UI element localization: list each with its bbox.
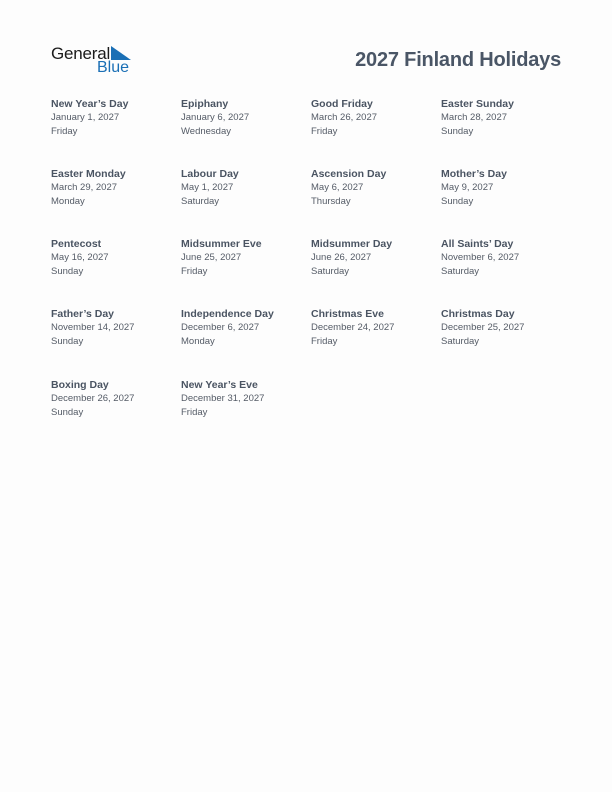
holiday-weekday: Friday — [311, 336, 338, 347]
holiday-entry — [441, 97, 571, 139]
holiday-date: January 6, 2027 — [181, 112, 250, 123]
holiday-entry — [441, 167, 571, 209]
holiday-name: New Year’s Eve — [181, 379, 258, 391]
holiday-weekday: Saturday — [181, 196, 220, 207]
holiday-weekday: Sunday — [441, 196, 474, 207]
holiday-name: All Saints’ Day — [441, 238, 514, 250]
logo-triangle-icon — [111, 46, 131, 60]
holiday-weekday: Friday — [181, 266, 208, 277]
holiday-date: May 16, 2027 — [51, 252, 109, 263]
holiday-date: November 6, 2027 — [441, 252, 520, 263]
holiday-weekday: Saturday — [311, 266, 350, 277]
holiday-date: May 6, 2027 — [311, 182, 364, 193]
holiday-name: Mother’s Day — [441, 168, 507, 180]
holiday-date: November 14, 2027 — [51, 322, 135, 333]
holiday-entry — [181, 378, 311, 420]
holiday-weekday: Sunday — [51, 336, 84, 347]
holiday-entry — [441, 237, 571, 279]
holiday-name: Epiphany — [181, 98, 229, 110]
holiday-weekday: Friday — [51, 126, 78, 137]
holiday-entry — [181, 307, 311, 349]
holiday-date: December 31, 2027 — [181, 393, 265, 404]
holiday-entry — [311, 97, 441, 139]
holiday-date: March 28, 2027 — [441, 112, 508, 123]
holiday-weekday: Sunday — [51, 266, 84, 277]
holiday-entry — [441, 307, 571, 349]
holiday-entry — [181, 97, 311, 139]
holiday-date: January 1, 2027 — [51, 112, 120, 123]
holiday-name: Labour Day — [181, 168, 239, 180]
holiday-entry — [51, 167, 181, 209]
holiday-name: Midsummer Eve — [181, 238, 262, 250]
holiday-name: Easter Sunday — [441, 98, 514, 110]
holiday-name: New Year’s Day — [51, 98, 129, 110]
holiday-name: Pentecost — [51, 238, 102, 250]
holiday-date: June 25, 2027 — [181, 252, 242, 263]
holiday-entry — [181, 167, 311, 209]
holiday-entry — [51, 378, 181, 420]
holiday-weekday: Sunday — [441, 126, 474, 137]
brand-logo — [51, 44, 141, 78]
holiday-name: Christmas Day — [441, 308, 515, 320]
holiday-name: Good Friday — [311, 98, 373, 110]
holiday-date: May 1, 2027 — [181, 182, 234, 193]
holiday-name: Ascension Day — [311, 168, 387, 180]
holiday-name: Midsummer Day — [311, 238, 393, 250]
holiday-weekday: Saturday — [441, 266, 480, 277]
holiday-weekday: Saturday — [441, 336, 480, 347]
page-title: 2027 Finland Holidays — [355, 49, 561, 71]
holiday-entry — [51, 307, 181, 349]
holiday-name: Boxing Day — [51, 379, 109, 391]
holiday-entry — [311, 167, 441, 209]
holiday-date: December 25, 2027 — [441, 322, 525, 333]
holiday-entry — [181, 237, 311, 279]
holiday-date: June 26, 2027 — [311, 252, 372, 263]
holiday-name: Father’s Day — [51, 308, 115, 320]
holiday-entry — [311, 237, 441, 279]
holiday-weekday: Sunday — [51, 407, 84, 418]
holiday-name: Easter Monday — [51, 168, 126, 180]
holiday-weekday: Wednesday — [181, 126, 231, 137]
holiday-entry — [311, 307, 441, 349]
holiday-name: Christmas Eve — [311, 308, 384, 320]
holiday-date: December 24, 2027 — [311, 322, 395, 333]
holiday-entry — [51, 237, 181, 279]
logo-text-blue: Blue — [97, 59, 130, 76]
holiday-date: December 26, 2027 — [51, 393, 135, 404]
holiday-date: March 26, 2027 — [311, 112, 378, 123]
holiday-entry — [51, 97, 181, 139]
holiday-date: May 9, 2027 — [441, 182, 494, 193]
holiday-weekday: Friday — [311, 126, 338, 137]
holiday-name: Independence Day — [181, 308, 274, 320]
holiday-weekday: Monday — [181, 336, 215, 347]
holiday-date: March 29, 2027 — [51, 182, 118, 193]
holiday-weekday: Friday — [181, 407, 208, 418]
holiday-weekday: Monday — [51, 196, 85, 207]
logo-text-general: General — [51, 44, 111, 63]
holiday-weekday: Thursday — [311, 196, 351, 207]
holiday-date: December 6, 2027 — [181, 322, 260, 333]
